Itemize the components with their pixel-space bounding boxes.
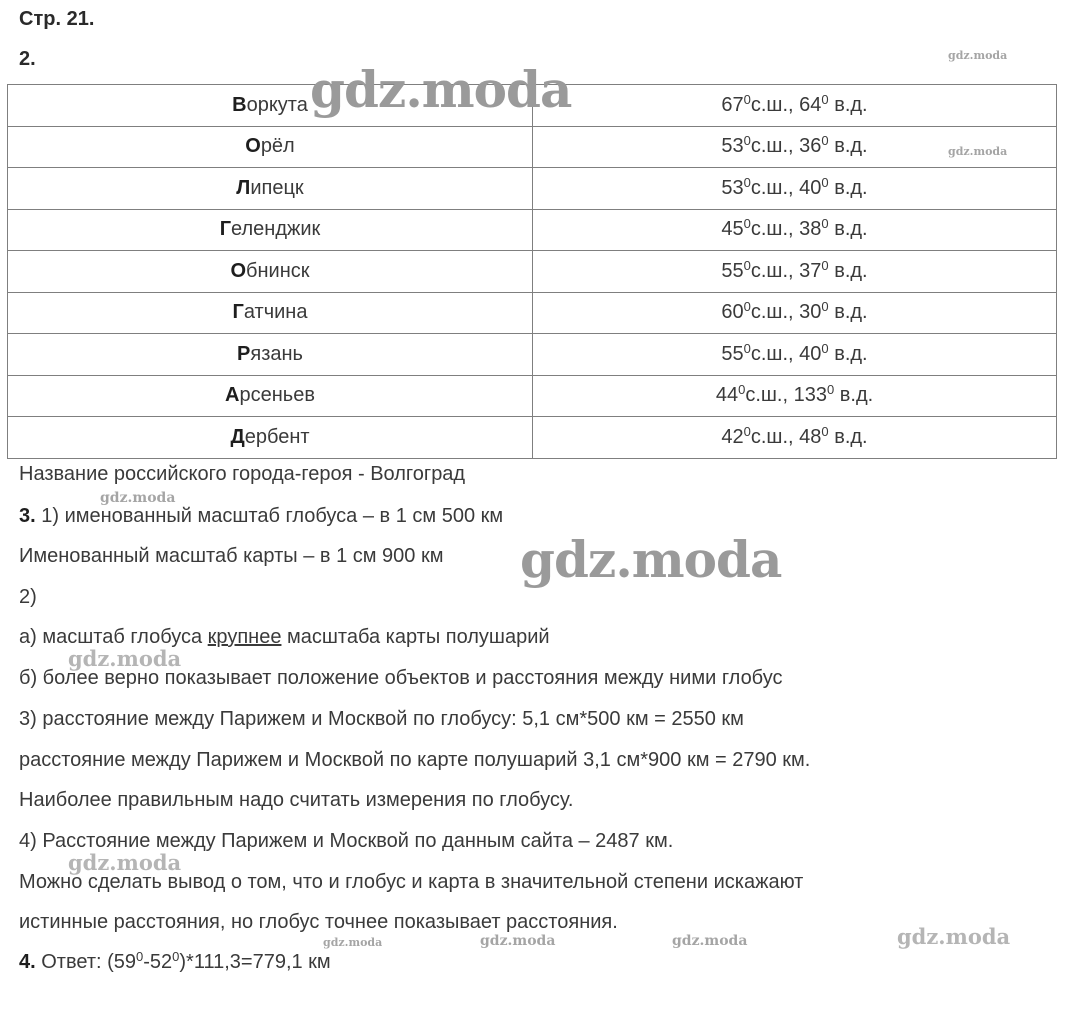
latitude-value: 53 — [721, 176, 744, 199]
latitude-suffix: с.ш., — [745, 384, 794, 407]
city-row — [8, 168, 1057, 210]
task-3-line-8: Наиболее правильным надо считать измерения по глобусу. — [19, 789, 574, 811]
longitude-suffix: в.д. — [828, 425, 868, 448]
task-3-line-3: 2) — [19, 586, 37, 608]
degree-sign: 0 — [743, 299, 751, 315]
latitude-value: 55 — [721, 342, 744, 365]
latitude-value: 45 — [721, 218, 744, 241]
city-initial: А — [225, 384, 240, 407]
latitude-value: 60 — [721, 301, 744, 324]
city-initial: В — [232, 93, 247, 116]
longitude-suffix: в.д. — [828, 301, 868, 324]
city-initial: О — [245, 135, 261, 158]
city-name-cell — [8, 417, 533, 459]
city-initial: Л — [236, 176, 251, 199]
city-initial: Д — [230, 425, 245, 448]
degree-sign: 0 — [821, 133, 829, 149]
city-name-rest: рёл — [260, 135, 295, 158]
degree-sign: 0 — [172, 949, 180, 964]
city-name-rest: язань — [250, 342, 303, 365]
degree-sign: 0 — [738, 382, 746, 398]
city-name-cell — [8, 209, 533, 251]
longitude-value: 64 — [799, 93, 822, 116]
task-3-line-9: 4) Расстояние между Парижем и Москвой по данным сайта – 2487 км. — [19, 830, 674, 852]
city-name-cell — [8, 375, 533, 417]
city-name-rest: еленджик — [231, 218, 321, 241]
city-name-cell — [8, 334, 533, 376]
city-row — [8, 126, 1057, 168]
degree-sign: 0 — [821, 257, 829, 273]
latitude-suffix: с.ш., — [750, 176, 800, 199]
latitude-suffix: с.ш., — [750, 301, 800, 324]
latitude-value: 44 — [715, 384, 739, 407]
longitude-suffix: в.д. — [828, 93, 868, 116]
watermark-logo: gdz.moda — [100, 490, 176, 506]
city-name-cell — [8, 251, 533, 293]
coordinates-cell — [533, 334, 1057, 376]
task-3-line-10: Можно сделать вывод о том, что и глобус и карта в значительной степени искажают — [19, 871, 804, 893]
degree-sign: 0 — [743, 340, 751, 356]
city-row — [8, 292, 1057, 334]
latitude-suffix: с.ш., — [750, 93, 800, 116]
city-row — [8, 251, 1057, 293]
degree-sign: 0 — [743, 91, 751, 107]
latitude-suffix: с.ш., — [750, 425, 800, 448]
degree-sign: 0 — [821, 340, 829, 356]
city-initial: Р — [237, 342, 251, 365]
task-4-number: 4. — [19, 951, 36, 973]
city-initial: Г — [219, 218, 232, 241]
longitude-value: 38 — [799, 218, 822, 241]
longitude-value: 48 — [799, 425, 822, 448]
task-4-part-c: )*111,3=779,1 км — [179, 951, 331, 973]
watermark-logo: gdz.moda — [310, 60, 572, 119]
task-4-part-b: -52 — [143, 951, 173, 973]
degree-sign: 0 — [821, 299, 829, 315]
watermark-logo: gdz.moda — [948, 145, 1008, 158]
city-initial: О — [230, 259, 247, 282]
latitude-value: 67 — [721, 93, 744, 116]
degree-sign: 0 — [743, 133, 751, 149]
longitude-value: 36 — [799, 135, 822, 158]
latitude-value: 55 — [721, 259, 744, 282]
degree-sign: 0 — [826, 382, 835, 398]
latitude-value: 53 — [721, 135, 744, 158]
watermark-logo: gdz.moda — [672, 933, 748, 949]
longitude-value: 133 — [793, 384, 827, 407]
watermark-logo: gdz.moda — [948, 49, 1008, 62]
task-3-line-5: б) более верно показывает положение объектов и расстояния между ними глобус — [19, 667, 783, 689]
underlined-word: крупнее — [207, 626, 282, 648]
degree-sign: 0 — [743, 257, 751, 273]
city-initial: Г — [232, 301, 244, 324]
coordinates-table — [7, 84, 1057, 459]
task-3-line-1 — [19, 505, 503, 528]
coordinates-cell — [533, 417, 1057, 459]
city-name-rest: атчина — [243, 301, 308, 324]
degree-sign: 0 — [821, 216, 829, 232]
latitude-suffix: с.ш., — [750, 259, 800, 282]
degree-sign: 0 — [743, 174, 751, 190]
watermark-logo: gdz.moda — [68, 850, 182, 875]
page-header: Стр. 21. — [19, 8, 95, 30]
city-name-cell — [8, 292, 533, 334]
hero-city-line: Название российского города-героя - Волгоград — [19, 463, 466, 485]
latitude-value: 42 — [721, 425, 744, 448]
city-row — [8, 375, 1057, 417]
city-name-rest: рсеньев — [239, 384, 315, 407]
city-row — [8, 417, 1057, 459]
task-3-line-11: истинные расстояния, но глобус точнее показывает расстояния. — [19, 911, 618, 933]
longitude-value: 30 — [799, 301, 822, 324]
task-3-text-4c: масштаба карты полушарий — [281, 626, 550, 648]
task-3-line-7: расстояние между Парижем и Москвой по карте полушарий 3,1 см*900 км = 2790 км. — [19, 749, 811, 771]
task-3-number: 3. — [19, 505, 36, 527]
degree-sign: 0 — [821, 174, 829, 190]
longitude-value: 37 — [799, 259, 822, 282]
task-3-line-6: 3) расстояние между Парижем и Москвой по глобусу: 5,1 см*500 км = 2550 км — [19, 708, 744, 730]
latitude-suffix: с.ш., — [750, 135, 800, 158]
city-row — [8, 334, 1057, 376]
watermark-logo: gdz.moda — [480, 933, 556, 949]
longitude-suffix: в.д. — [828, 218, 868, 241]
task-3-text-1: 1) именованный масштаб глобуса – в 1 см 500 км — [35, 505, 504, 527]
city-name-rest: ербент — [244, 425, 310, 448]
longitude-value: 40 — [799, 176, 822, 199]
latitude-suffix: с.ш., — [750, 218, 800, 241]
city-name-rest: бнинск — [246, 259, 310, 282]
degree-sign: 0 — [743, 216, 751, 232]
task-4-line — [19, 951, 331, 974]
city-name-cell — [8, 168, 533, 210]
degree-sign: 0 — [821, 91, 829, 107]
watermark-logo: gdz.moda — [520, 530, 782, 589]
coordinates-cell — [533, 292, 1057, 334]
coordinates-cell — [533, 251, 1057, 293]
degree-sign: 0 — [821, 423, 829, 439]
longitude-suffix: в.д. — [828, 176, 868, 199]
degree-sign: 0 — [743, 423, 751, 439]
city-row — [8, 209, 1057, 251]
task-3-line-2: Именованный масштаб карты – в 1 см 900 км — [19, 545, 444, 567]
coordinates-cell — [533, 375, 1057, 417]
watermark-logo: gdz.moda — [897, 924, 1011, 949]
city-name-rest: оркута — [246, 93, 308, 116]
task-4-part-a: Ответ: (59 — [35, 951, 136, 973]
task-3-text-4a: а) масштаб глобуса — [19, 626, 208, 648]
city-name-rest: ипецк — [250, 176, 304, 199]
watermark-logo: gdz.moda — [323, 936, 383, 949]
latitude-suffix: с.ш., — [750, 342, 800, 365]
watermark-logo: gdz.moda — [68, 646, 182, 671]
city-name-cell — [8, 126, 533, 168]
longitude-suffix: в.д. — [828, 259, 868, 282]
longitude-suffix: в.д. — [834, 384, 874, 407]
longitude-suffix: в.д. — [828, 342, 868, 365]
coordinates-cell — [533, 85, 1057, 127]
longitude-suffix: в.д. — [828, 135, 868, 158]
coordinates-cell — [533, 209, 1057, 251]
coordinates-cell — [533, 168, 1057, 210]
longitude-value: 40 — [799, 342, 822, 365]
task-2-number: 2. — [19, 48, 36, 70]
degree-sign: 0 — [136, 949, 144, 964]
